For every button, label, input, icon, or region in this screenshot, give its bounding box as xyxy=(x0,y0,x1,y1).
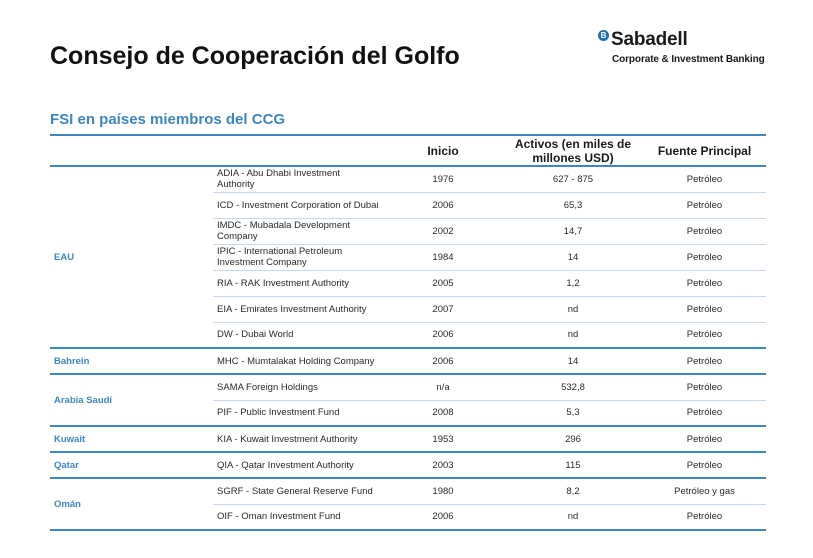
assets-cell: nd xyxy=(503,504,643,530)
page-title: Consejo de Cooperación del Golfo xyxy=(50,42,460,70)
assets-cell: 5,3 xyxy=(503,400,643,426)
assets-cell: nd xyxy=(503,322,643,348)
country-cell: Arabia Saudí xyxy=(50,374,213,426)
start-cell: 2005 xyxy=(383,270,503,296)
table-row xyxy=(50,166,766,192)
assets-cell: 296 xyxy=(503,426,643,452)
source-cell: Petróleo xyxy=(643,296,766,322)
source-cell: Petróleo xyxy=(643,270,766,296)
country-cell: Omán xyxy=(50,478,213,530)
source-cell: Petróleo xyxy=(643,166,766,192)
country-cell: Qatar xyxy=(50,452,213,478)
start-cell: 2003 xyxy=(383,452,503,478)
fund-cell: SGRF - State General Reserve Fund xyxy=(213,478,383,504)
header-source: Fuente Principal xyxy=(643,135,766,166)
assets-cell: nd xyxy=(503,296,643,322)
table-row xyxy=(50,478,766,504)
source-cell: Petróleo xyxy=(643,504,766,530)
logo-subtitle: Corporate & Investment Banking xyxy=(612,54,765,65)
fund-cell: OIF - Oman Investment Fund xyxy=(213,504,383,530)
fund-cell: EIA - Emirates Investment Authority xyxy=(213,296,383,322)
header-country xyxy=(50,135,213,166)
fund-cell: IPIC - International Petroleum Investment Company xyxy=(213,244,383,270)
logo-row xyxy=(598,28,788,52)
fsi-table xyxy=(50,134,766,531)
source-cell: Petróleo xyxy=(643,374,766,400)
fund-cell: DW - Dubai World xyxy=(213,322,383,348)
country-cell: EAU xyxy=(50,166,213,348)
start-cell: 1953 xyxy=(383,426,503,452)
start-cell: 1984 xyxy=(383,244,503,270)
source-cell: Petróleo xyxy=(643,322,766,348)
fund-cell: PIF - Public Investment Fund xyxy=(213,400,383,426)
fund-cell: RIA - RAK Investment Authority xyxy=(213,270,383,296)
assets-cell: 627 - 875 xyxy=(503,166,643,192)
start-cell: 2006 xyxy=(383,504,503,530)
start-cell: 2007 xyxy=(383,296,503,322)
table-header-row xyxy=(50,135,766,166)
start-cell: 1976 xyxy=(383,166,503,192)
fund-cell: SAMA Foreign Holdings xyxy=(213,374,383,400)
assets-cell: 1,2 xyxy=(503,270,643,296)
start-cell: 2008 xyxy=(383,400,503,426)
table-body xyxy=(50,166,766,530)
header-start: Inicio xyxy=(383,135,503,166)
source-cell: Petróleo xyxy=(643,400,766,426)
fund-cell: ICD - Investment Corporation of Dubai xyxy=(213,192,383,218)
fund-cell: QIA - Qatar Investment Authority xyxy=(213,452,383,478)
start-cell: 1980 xyxy=(383,478,503,504)
fund-cell: ADIA - Abu Dhabi Investment Authority xyxy=(213,166,383,192)
table-row xyxy=(50,452,766,478)
table-row xyxy=(50,426,766,452)
source-cell: Petróleo xyxy=(643,452,766,478)
start-cell: 2006 xyxy=(383,322,503,348)
table-row xyxy=(50,374,766,400)
fund-cell: KIA - Kuwait Investment Authority xyxy=(213,426,383,452)
sabadell-logo xyxy=(598,28,788,65)
header-fund xyxy=(213,135,383,166)
header-assets: Activos (en miles de millones USD) xyxy=(503,135,643,166)
assets-cell: 14 xyxy=(503,348,643,374)
source-cell: Petróleo xyxy=(643,192,766,218)
start-cell: 2006 xyxy=(383,192,503,218)
logo-name: Sabadell xyxy=(611,29,688,50)
country-cell: Bahrein xyxy=(50,348,213,374)
section-title: FSI en países miembros del CCG xyxy=(50,111,286,128)
assets-cell: 14 xyxy=(503,244,643,270)
assets-cell: 65,3 xyxy=(503,192,643,218)
assets-cell: 532,8 xyxy=(503,374,643,400)
assets-cell: 115 xyxy=(503,452,643,478)
start-cell: 2002 xyxy=(383,218,503,244)
source-cell: Petróleo xyxy=(643,348,766,374)
source-cell: Petróleo xyxy=(643,426,766,452)
table-row xyxy=(50,348,766,374)
fund-cell: IMDC - Mubadala Development Company xyxy=(213,218,383,244)
start-cell: 2006 xyxy=(383,348,503,374)
sabadell-mark-icon: B xyxy=(598,30,609,41)
assets-cell: 14,7 xyxy=(503,218,643,244)
assets-cell: 8,2 xyxy=(503,478,643,504)
fund-cell: MHC - Mumtalakat Holding Company xyxy=(213,348,383,374)
source-cell: Petróleo xyxy=(643,244,766,270)
country-cell: Kuwait xyxy=(50,426,213,452)
start-cell: n/a xyxy=(383,374,503,400)
source-cell: Petróleo xyxy=(643,218,766,244)
source-cell: Petróleo y gas xyxy=(643,478,766,504)
